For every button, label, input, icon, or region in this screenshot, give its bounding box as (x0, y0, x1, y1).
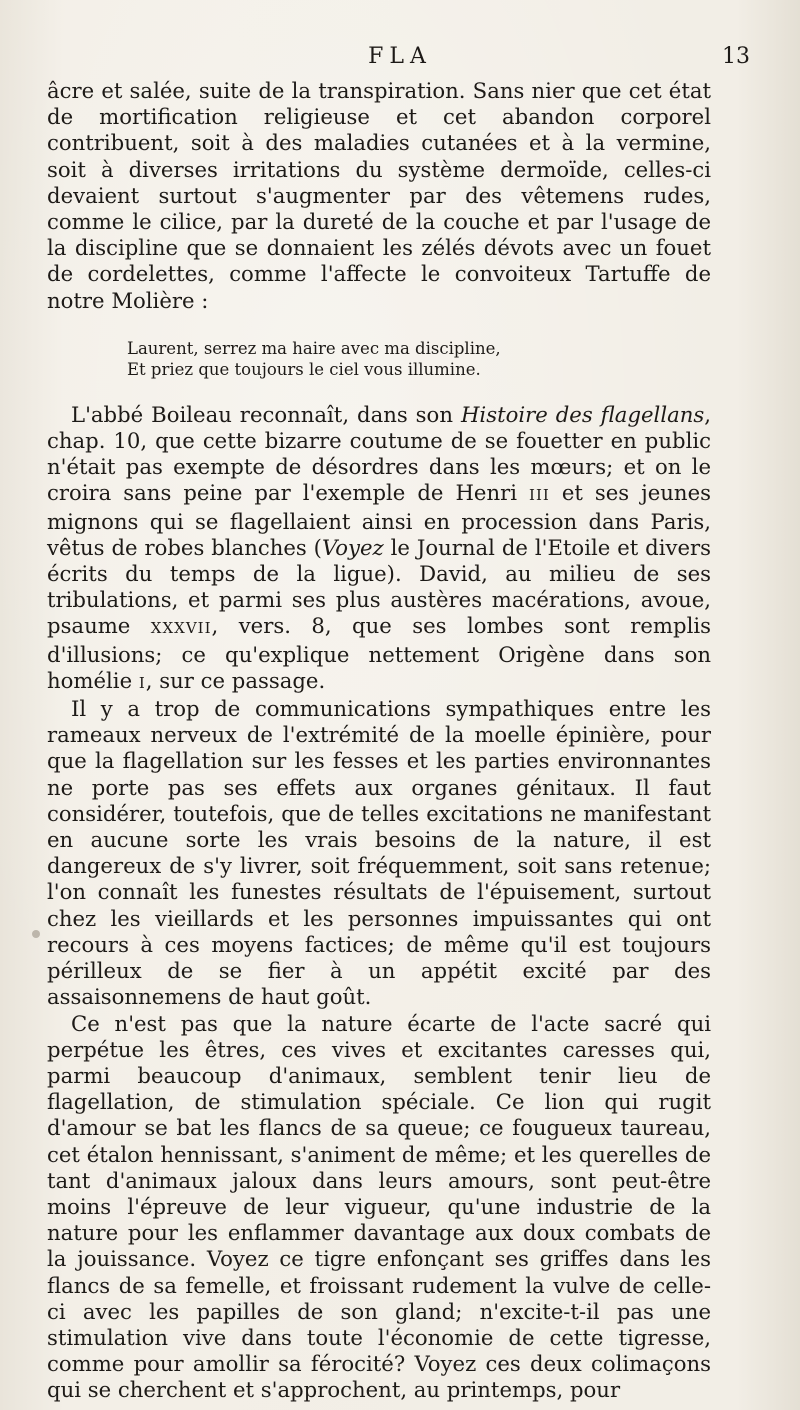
roman-numeral: I (138, 673, 146, 692)
page-header (0, 44, 800, 74)
text-run: , sur ce passage. (145, 667, 326, 693)
roman-numeral: XXXVII (150, 619, 212, 638)
page-number: 13 (722, 44, 750, 69)
roman-numeral: III (529, 486, 550, 505)
verse-line: Et priez que toujours le ciel vous illumine. (127, 359, 481, 379)
paragraph: Il y a trop de communications sympathiques entre les rameaux nerveux de l'extrémité de la moelle épinière, pour que la flagellation sur les fesses et les parties environnantes ne porte pas ses effets aux organes génitaux. Il faut considérer, toutefois, que de telles excitations ne manifestant en aucune sorte les vrais besoins de la nature, il est dangereux de s'y livrer, soit fréquemment, soit sans retenue; l'on connaît les funestes résultats de l'épuisement, surtout chez les vieillards et les personnes impuissantes qui ont recours à ces moyens factices; de même qu'il est toujours périlleux de se fier à un appétit excité par des assaisonnemens de haut goût. (47, 696, 711, 1010)
paragraph: Ce n'est pas que la nature écarte de l'acte sacré qui perpétue les êtres, ces vives et excitantes caresses qui, parmi beaucoup d'animaux, semblent tenir lieu de flagellation, de stimulation spéciale. Ce lion qui rugit d'amour se bat les flancs de sa queue; ce fougueux taureau, cet étalon hennissant, s'animent de même; et les querelles de tant d'animaux jaloux dans leurs amours, sont peut-être moins l'épreuve de leur vigueur, qu'une industrie de la nature pour les enflammer davantage aux doux combats de la jouissance. Voyez ce tigre enfonçant ses griffes dans les flancs de sa femelle, et froissant rudement la vulve de celle-ci avec les papilles de son gland; n'excite-t-il pas une stimulation vive dans toute l'économie de cette tigresse, comme pour amollir sa férocité? Voyez ces deux colimaçons qui se cherchent et s'approchent, au printemps, pour (47, 1010, 711, 1403)
italic-word: Voyez (321, 534, 384, 560)
running-head: FLA (368, 44, 432, 69)
page-body (47, 78, 711, 1404)
paragraph-continued: âcre et salée, suite de la transpiration. Sans nier que cet état de mortification religieuse et cet abandon corporel contribuent, soit à des maladies cutanées et à la vermine, soit à diverses irritations du système dermoïde, celles-ci devaient surtout s'augmenter par des vêtemens rudes, comme le cilice, par la dureté de la couche et par l'usage de la discipline que se donnaient les zélés dévots avec un fouet de cordelettes, comme l'affecte le convoiteux Tartuffe de notre Molière : (47, 78, 711, 313)
book-title: Histoire des flagellans (460, 401, 705, 427)
verse-line: Laurent, serrez ma haire avec ma discipline, (127, 338, 501, 358)
text-run: , chap. 10, que cette bizarre coutume de se fouetter en public n'était pas exempte de désordres dans les mœurs; et on le croira sans peine par l'exemple de Henri (47, 401, 711, 506)
paragraph (47, 402, 711, 696)
verse-quotation (127, 338, 711, 380)
text-run: , vers. 8, que ses lombes sont remplis d'illusions; ce qu'explique nettement Origène dans son homélie (47, 613, 711, 693)
margin-mark (32, 930, 40, 938)
text-run: et ses jeunes mignons qui se flagellaient ainsi en procession dans Paris, vêtus de robes blanches ( (47, 480, 711, 560)
text-run: le Journal de l'Etoile et divers écrits du temps de la ligue). David, au milieu de ses tribulations, et parmi ses plus austères macérations, avoue, psaume (47, 534, 711, 639)
text-run: L'abbé Boileau reconnaît, dans son (71, 401, 461, 427)
